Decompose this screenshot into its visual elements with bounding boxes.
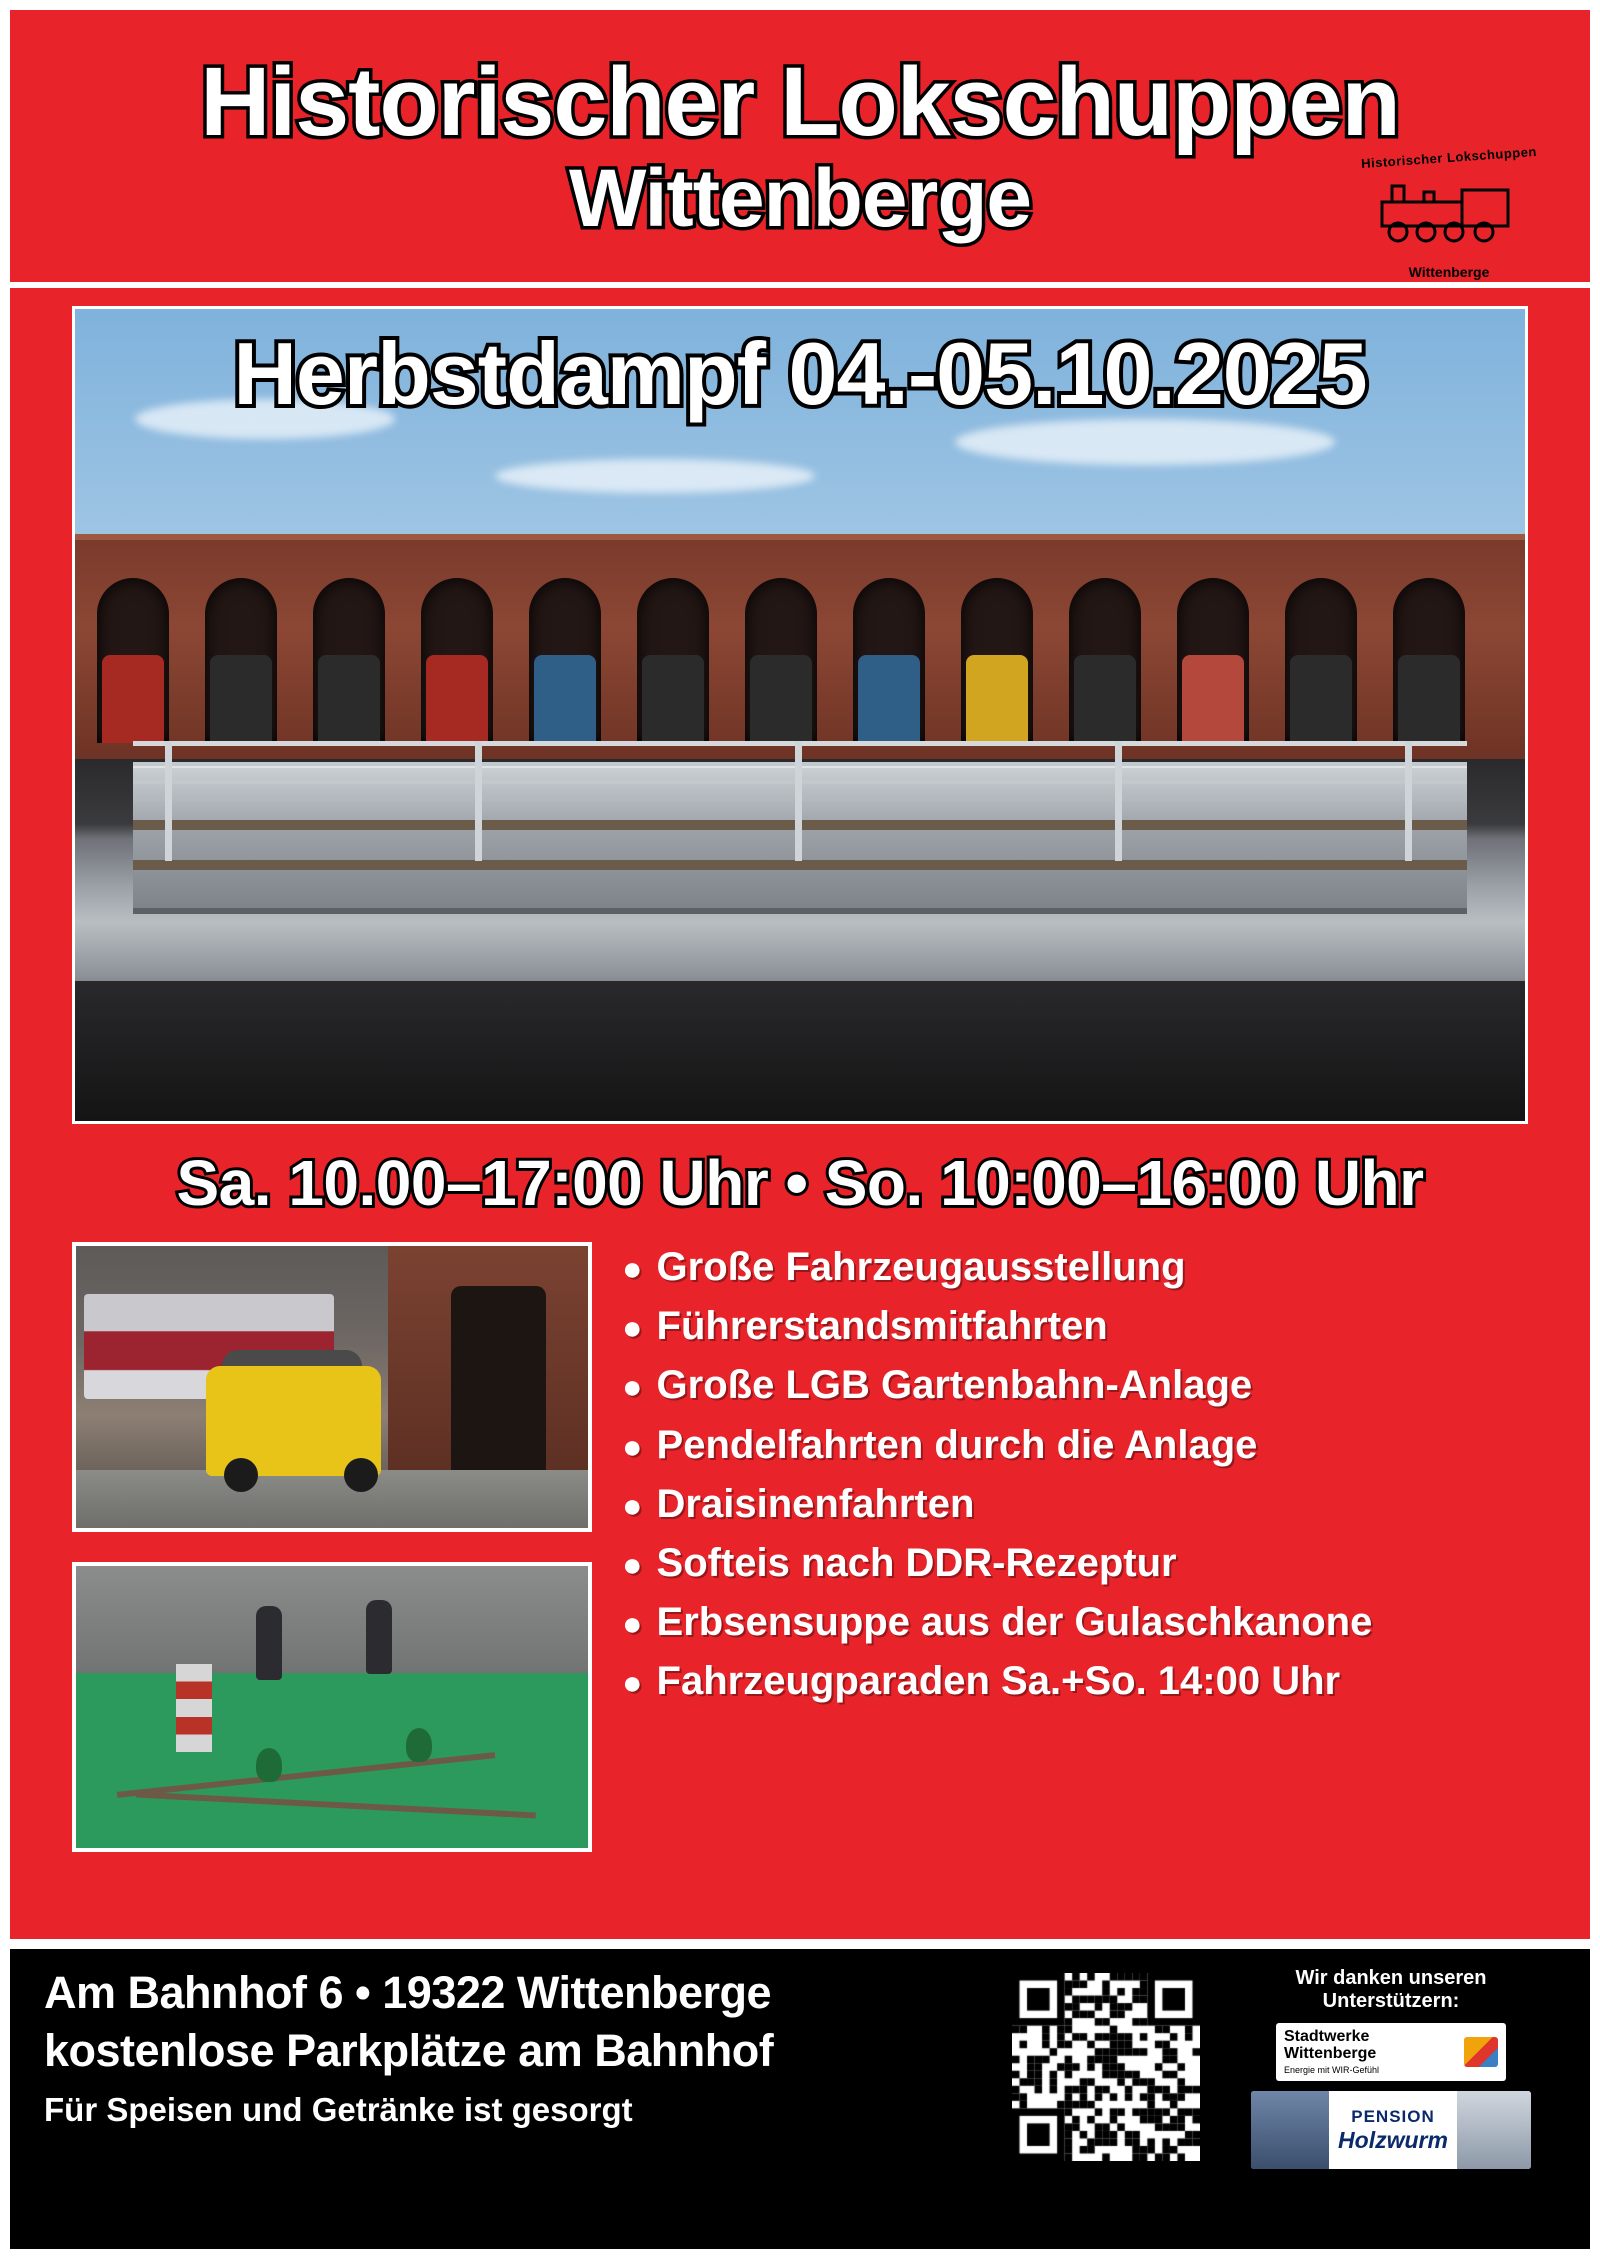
list-item-label: Führerstandsmitfahrten: [656, 1304, 1108, 1349]
roundhouse-arch: [1177, 578, 1249, 743]
side-photos: [72, 1242, 592, 1852]
poster-header: [10, 10, 1590, 288]
wheel: [344, 1458, 378, 1492]
list-item: [622, 1483, 1528, 1526]
locomotive: [534, 655, 596, 743]
layout-base: [76, 1673, 588, 1848]
event-headline: Herbstdampf 04.-05.10.2025: [233, 324, 1367, 423]
roundhouse-arch: [205, 578, 277, 743]
model-tree: [256, 1748, 282, 1782]
middle-section: [72, 1242, 1528, 1852]
railing-post: [165, 741, 172, 861]
list-item-label: Fahrzeugparaden Sa.+So. 14:00 Uhr: [656, 1659, 1341, 1704]
roundhouse-arch: [1393, 578, 1465, 743]
locomotive: [102, 655, 164, 743]
bullet-icon: ●: [622, 1427, 643, 1466]
roundhouse-arch: [97, 578, 169, 743]
logo-sub-text: Wittenberge: [1408, 264, 1490, 280]
list-item: [622, 1364, 1528, 1407]
sponsor-name-line1: Stadtwerke: [1284, 2028, 1370, 2045]
locomotive: [858, 655, 920, 743]
address-line-2: kostenlose Parkplätze am Bahnhof: [44, 2025, 774, 2076]
hall-background: [76, 1566, 588, 1686]
pension-room-photo: [1457, 2091, 1531, 2169]
locomotive: [642, 655, 704, 743]
track-ground: [76, 1470, 588, 1528]
bullet-icon: ●: [622, 1368, 643, 1407]
depot-door: [451, 1286, 546, 1471]
photo-yellow-vehicle: [72, 1242, 592, 1532]
roundhouse-arch: [637, 578, 709, 743]
visitor: [256, 1606, 282, 1680]
lokschuppen-logo: [1344, 143, 1554, 280]
lighthouse-model: [176, 1664, 212, 1752]
bullet-icon: ●: [622, 1545, 643, 1584]
list-item: [622, 1660, 1528, 1703]
list-item-label: Draisinenfahrten: [656, 1481, 975, 1526]
list-item-label: Pendelfahrten durch die Anlage: [656, 1422, 1258, 1467]
bullet-icon: ●: [622, 1486, 643, 1525]
list-item: [622, 1601, 1528, 1644]
poster-footer: [10, 1939, 1590, 2249]
list-item: [622, 1542, 1528, 1585]
railing-post: [1405, 741, 1412, 861]
list-item: [622, 1424, 1528, 1467]
locomotive: [1074, 655, 1136, 743]
visitor: [366, 1600, 392, 1674]
model-tree: [406, 1728, 432, 1762]
list-item-label: Erbsensuppe aus der Gulaschkanone: [656, 1600, 1373, 1645]
locomotive: [966, 655, 1028, 743]
pension-label: PENSION: [1351, 2106, 1435, 2126]
opening-hours: Sa. 10.00–17:00 Uhr • So. 10:00–16:00 Uhr: [176, 1147, 1424, 1219]
sponsors-heading: Wir danken unseren Unterstützern:: [1295, 1967, 1487, 2012]
list-item-label: Softeis nach DDR-Rezeptur: [656, 1540, 1177, 1585]
locomotive: [318, 655, 380, 743]
bullet-icon: ●: [622, 1309, 643, 1348]
list-item-label: Große LGB Gartenbahn-Anlage: [656, 1363, 1253, 1408]
roundhouse-arch: [961, 578, 1033, 743]
logo-arc-text: Historischer Lokschuppen: [1360, 143, 1538, 172]
bullet-icon: ●: [622, 1664, 643, 1703]
main-photo: [72, 306, 1528, 1124]
feature-list: [622, 1242, 1528, 1852]
ground: [75, 981, 1525, 1121]
sponsor-tagline: Energie mit WIR-Gefühl: [1284, 2064, 1380, 2075]
sponsor-stadtwerke: [1276, 2023, 1506, 2081]
stadtwerke-logo-icon: [1464, 2037, 1498, 2067]
roundhouse-arch: [313, 578, 385, 743]
address-block: [44, 1967, 1012, 2129]
locomotive: [1182, 655, 1244, 743]
cloud: [495, 459, 815, 493]
roundhouse-building: [75, 534, 1525, 759]
roundhouse-arch: [1285, 578, 1357, 743]
steam-locomotive-icon: [1372, 172, 1522, 244]
pension-name: Holzwurm: [1338, 2126, 1448, 2153]
qr-code[interactable]: [1012, 1973, 1200, 2161]
locomotive: [1290, 655, 1352, 743]
list-item: [622, 1246, 1528, 1289]
list-item-label: Große Fahrzeugausstellung: [656, 1245, 1186, 1289]
wheel: [224, 1458, 258, 1492]
railing-post: [475, 741, 482, 861]
cloud: [955, 419, 1335, 465]
roundhouse-arch: [529, 578, 601, 743]
railing-post: [1115, 741, 1122, 861]
locomotive: [210, 655, 272, 743]
locomotive: [750, 655, 812, 743]
locomotive: [426, 655, 488, 743]
roundhouse-arch: [421, 578, 493, 743]
sponsor-pension-holzwurm: [1251, 2091, 1531, 2169]
locomotive: [1398, 655, 1460, 743]
roundhouse-arch: [745, 578, 817, 743]
page-subtitle: Wittenberge: [568, 152, 1032, 244]
catering-note: Für Speisen und Getränke ist gesorgt: [44, 2091, 633, 2128]
sponsor-name-line2: Wittenberge: [1284, 2044, 1377, 2062]
pension-photo: [1251, 2091, 1329, 2169]
list-item: [622, 1305, 1528, 1348]
address-line-1: Am Bahnhof 6 • 19322 Wittenberge: [44, 1967, 772, 2018]
bullet-icon: ●: [622, 1250, 643, 1288]
roundhouse-arch: [853, 578, 925, 743]
roundhouse-arch: [1069, 578, 1141, 743]
railing-post: [795, 741, 802, 861]
bullet-icon: ●: [622, 1605, 643, 1644]
photo-garden-railway: [72, 1562, 592, 1852]
page-title: Historischer Lokschuppen: [200, 46, 1400, 156]
turntable-rail: [133, 860, 1467, 870]
sponsors-block: [1226, 1967, 1556, 2169]
